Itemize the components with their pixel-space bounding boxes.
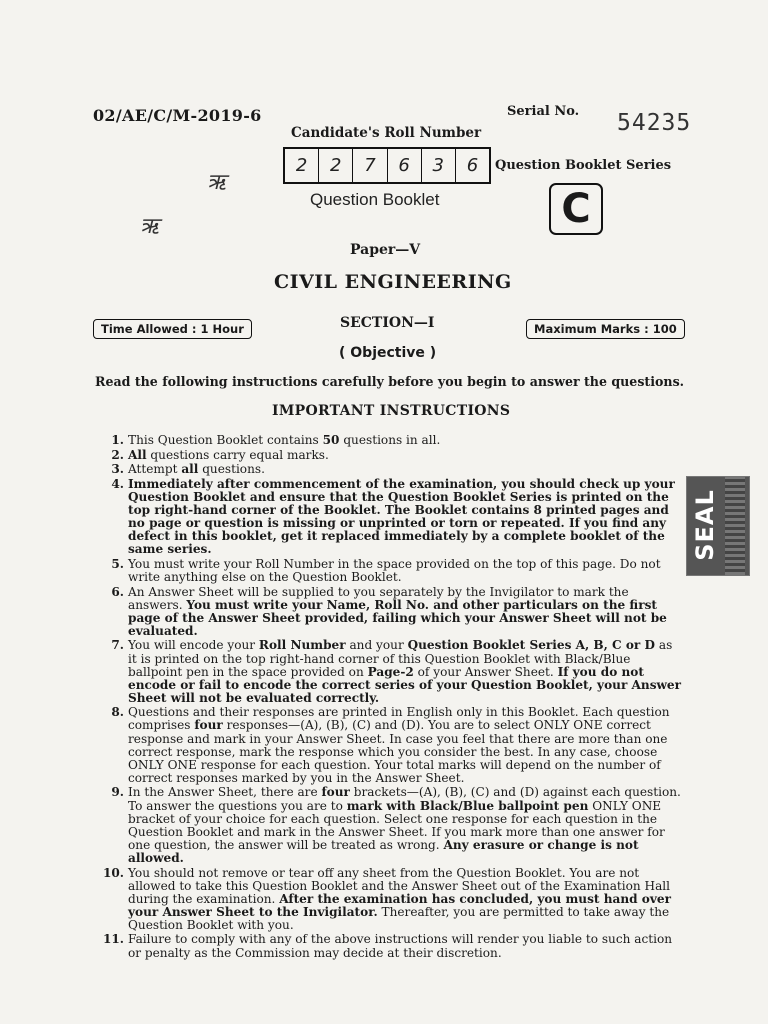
instruction-text-segment: You will encode your [128, 638, 259, 653]
instruction-text [128, 434, 681, 447]
instruction-number: 3. [111, 462, 124, 477]
booklet-series-label: Question Booklet Series [495, 158, 672, 173]
handwritten-mark: ऋ [207, 170, 226, 195]
seal-stripe [725, 477, 745, 575]
instruction-item [96, 463, 681, 476]
serial-label: Serial No. [507, 104, 580, 119]
instruction-number: 6. [111, 584, 124, 599]
instructions-list [96, 434, 681, 961]
instruction-text [128, 558, 681, 584]
instruction-number: 7. [111, 638, 124, 653]
instruction-bold-text: Roll Number [258, 638, 346, 653]
instruction-bold-text: all [181, 462, 199, 477]
instruction-item [96, 586, 681, 638]
instruction-text [128, 449, 681, 462]
instruction-bold-text: four [194, 718, 223, 733]
instruction-number: 2. [111, 447, 124, 462]
paper-code: 02/AE/C/M-2019-6 [93, 106, 262, 125]
handwritten-mark: ऋ [140, 214, 159, 239]
instruction-item [96, 867, 681, 932]
roll-digit: 6 [387, 149, 421, 182]
instruction-text-segment: as it is printed on the top right-hand corner of this Question Booklet with Black/Blue ballpoint pen in the space provided on [128, 638, 673, 679]
instruction-text-segment: brackets—(A), (B), (C) and (D) against each question. To answer the questions you are to [128, 785, 681, 813]
paper-number: Paper—V [350, 242, 421, 258]
instruction-text [128, 463, 681, 476]
instruction-text [128, 586, 681, 638]
subject-title: CIVIL ENGINEERING [274, 271, 512, 293]
instruction-bold-text: All [128, 447, 147, 462]
instruction-text-segment: In the Answer Sheet, there are [128, 785, 322, 800]
maximum-marks-box: Maximum Marks : 100 [526, 319, 685, 339]
instruction-item [96, 434, 681, 447]
series-letter-box: C [549, 183, 603, 235]
instruction-bold-text: Any erasure or change is not allowed. [128, 837, 639, 865]
roll-number-box [283, 147, 491, 184]
serial-number: 54235 [617, 110, 692, 136]
instruction-bold-text: mark with Black/Blue ballpoint pen [346, 798, 589, 813]
instruction-item [96, 933, 681, 959]
roll-number-label: Candidate's Roll Number [291, 125, 482, 141]
section-title: SECTION—I [340, 315, 435, 331]
read-instructions-line: Read the following instructions carefully before you begin to answer the questions. [95, 374, 685, 389]
instruction-text-segment: questions carry equal marks. [146, 447, 329, 462]
instruction-bold-text: 50 [322, 433, 340, 447]
roll-digit: 3 [421, 149, 455, 182]
instruction-item [96, 639, 681, 704]
instruction-number: 4. [111, 476, 124, 491]
instruction-item [96, 449, 681, 462]
instruction-text-segment: Attempt [128, 462, 182, 477]
roll-digit: 7 [352, 149, 386, 182]
instruction-bold-text: four [321, 785, 350, 800]
seal-label: SEAL [690, 489, 719, 561]
roll-digit: 6 [455, 149, 489, 182]
roll-digit: 2 [295, 155, 308, 176]
instruction-text-segment: questions. [198, 462, 265, 477]
instruction-bold-text: Question Booklet Series A, B, C or D [407, 638, 656, 653]
instruction-item [96, 786, 681, 865]
instruction-text-segment: ONLY ONE bracket of your choice for each question. Select one response for each question in the Question Booklet and mark in the Answer Sheet. If you mark more than one answer for one question, the answer will be treated as wrong. [128, 798, 665, 852]
instruction-text [128, 639, 681, 704]
instruction-text [128, 478, 681, 557]
instruction-item [96, 478, 681, 557]
instruction-bold-text: After the examination has concluded, you must hand over your Answer Sheet to the Invigilator. [128, 891, 671, 919]
instruction-text-segment: This Question Booklet contains [128, 433, 323, 447]
instruction-number: 5. [111, 556, 124, 571]
instruction-text-segment: You must write your Roll Number in the space provided on the top of this page. Do not write anything else on the Question Booklet. [128, 556, 661, 584]
instruction-text-segment: An Answer Sheet will be supplied to you separately by the Invigilator to mark the answers. [128, 584, 629, 612]
instruction-text [128, 706, 681, 785]
instruction-number: 1. [111, 433, 124, 447]
instruction-text-segment: Failure to comply with any of the above instructions will render you liable to such action or penalty as the Commission may decide at their discretion. [128, 932, 673, 960]
instruction-number: 10. [102, 865, 124, 880]
instructions-heading: IMPORTANT INSTRUCTIONS [272, 403, 511, 419]
instruction-item [96, 558, 681, 584]
instruction-text-segment: of your Answer Sheet. [413, 664, 558, 679]
instruction-item [96, 706, 681, 785]
booklet-title: Question Booklet [310, 190, 440, 209]
instruction-text-segment: and your [345, 638, 408, 653]
instruction-text [128, 933, 681, 959]
instruction-bold-text: If you do not encode or fail to encode the correct series of your Question Booklet, your Answer Sheet will not be evaluated correctly. [128, 664, 681, 705]
instruction-text-segment: questions in all. [339, 433, 441, 447]
instruction-text [128, 867, 681, 932]
instruction-bold-text: You must write your Name, Roll No. and other particulars on the first page of the Answer Sheet provided, failing which your Answer Sheet will not be evaluated. [128, 597, 667, 638]
instruction-text-segment: Questions and their responses are printed in English only in this Booklet. Each question comprises [128, 705, 670, 733]
seal-sticker [686, 476, 750, 576]
objective-label: ( Objective ) [339, 345, 437, 361]
instruction-text-segment: You should not remove or tear off any sheet from the Question Booklet. You are not allowed to take this Question Booklet and the Answer Sheet out of the Examination Hall during the examination. [128, 865, 671, 906]
instruction-text-segment: Thereafter, you are permitted to take away the Question Booklet with you. [128, 904, 670, 932]
instruction-text-segment: responses—(A), (B), (C) and (D). You are to select ONLY ONE correct response and mark in your Answer Sheet. In case you feel that there are more than one correct response, mark the response which you consider the best. In any case, choose ONLY ONE response for each question. Your total marks will depend on the number of correct responses marked by you in the Answer Sheet. [128, 718, 668, 785]
instruction-number: 8. [111, 705, 124, 720]
roll-digit: 2 [318, 149, 352, 182]
time-allowed-box: Time Allowed : 1 Hour [93, 319, 252, 339]
instruction-text [128, 786, 681, 865]
instruction-number: 11. [102, 932, 124, 947]
instruction-bold-text: Immediately after commencement of the examination, you should check up your Question Booklet and ensure that the Question Booklet Series is printed on the top right-hand corner of the Booklet. The Booklet contains 8 printed pages and no page or question is missing or unprinted or torn or repeated. If you find any defect in this booklet, get it replaced immediately by a complete booklet of the same series. [128, 476, 675, 557]
instruction-number: 9. [111, 785, 124, 800]
instruction-bold-text: Page-2 [367, 664, 414, 679]
